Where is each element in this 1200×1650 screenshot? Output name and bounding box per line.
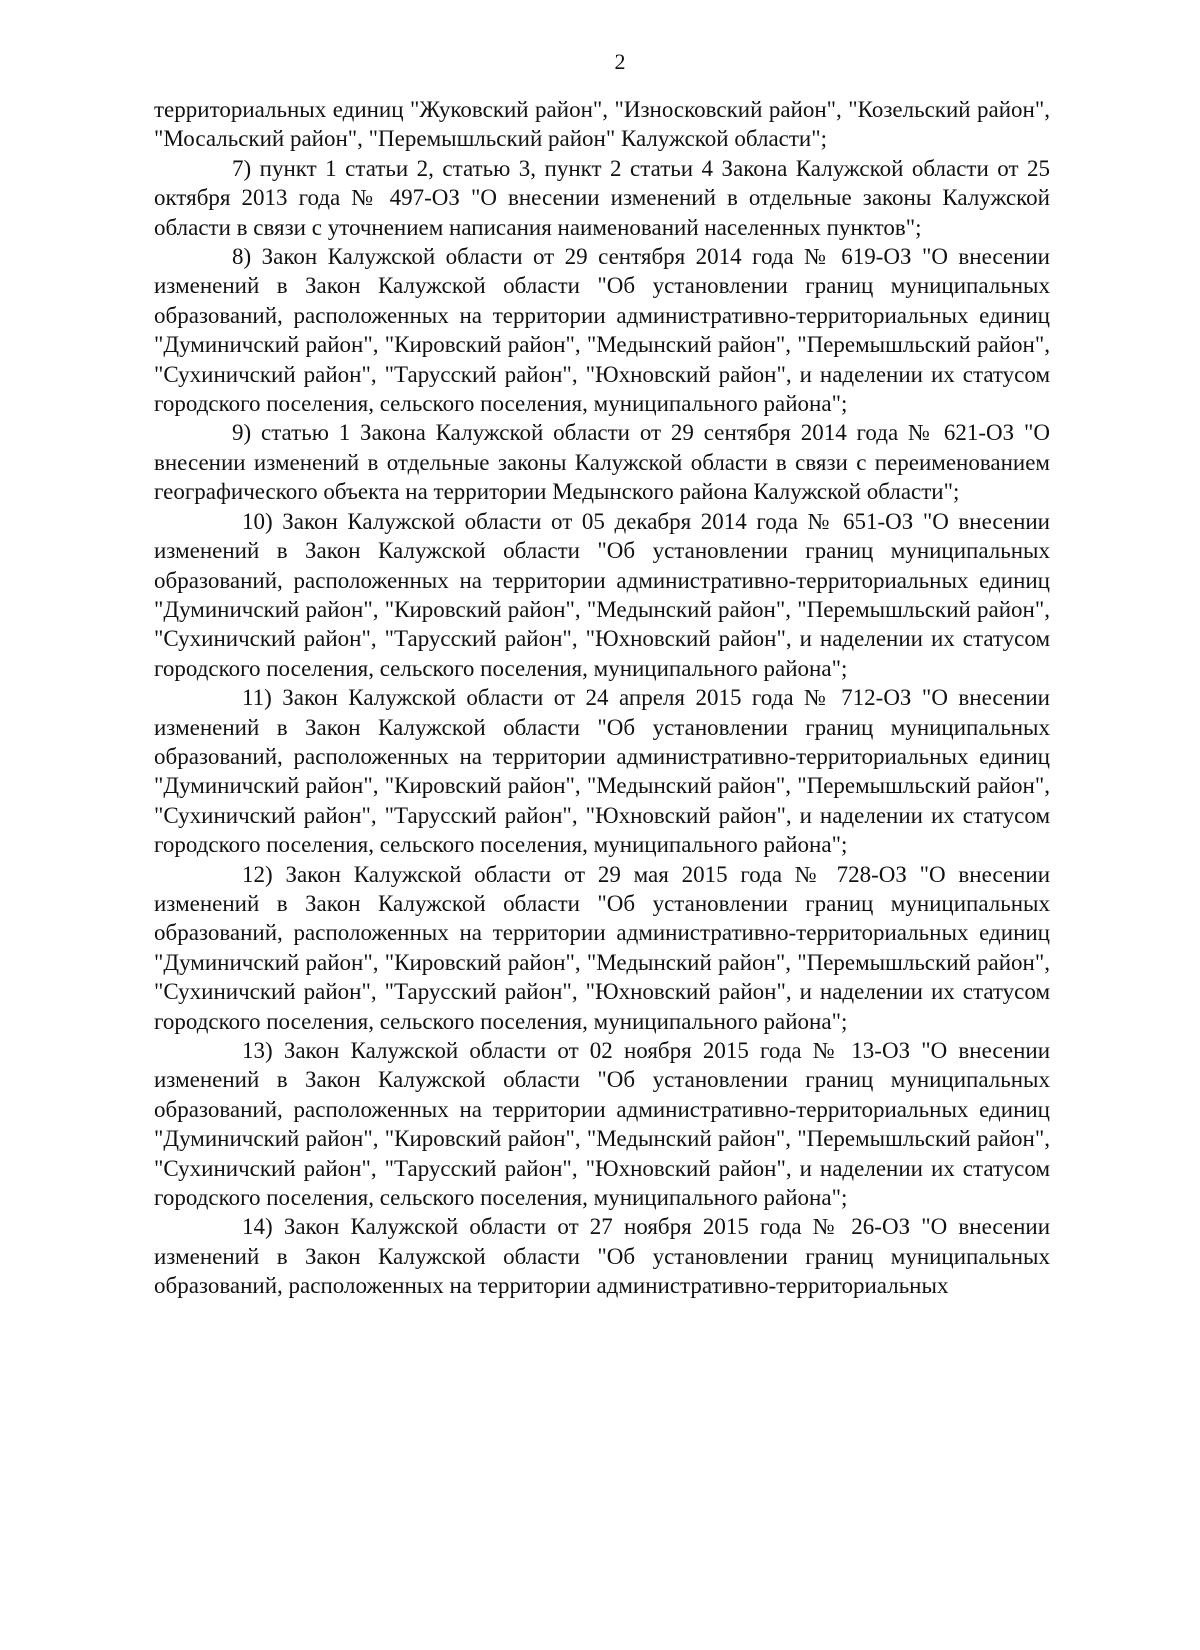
paragraph-continuation: территориальных единиц "Жуковский район", "Износковский район", "Козельский район", "Мосальский район", "Перемышльский район" Калужской области";	[154, 97, 1050, 152]
paragraph-item-10: 10) Закон Калужской области от 05 декабря 2014 года № 651-ОЗ "О внесении изменений в Закон Калужской области "Об установлении границ муниципальных образований, расположенных на территории административно-территориальных единиц "Думиничский район", "Кировский район", "Медынский район", "Перемышльский район", "Сухиничский район", "Тарусский район", "Юхновский район", и наделении их статусом городского поселения, сельского поселения, муниципального района";	[154, 508, 1050, 681]
document-body	[154, 95, 1050, 1301]
paragraph-item-13: 13) Закон Калужской области от 02 ноября 2015 года № 13-ОЗ "О внесении изменений в Закон Калужской области "Об установлении границ муниципальных образований, расположенных на территории административно-территориальных единиц "Думиничский район", "Кировский район", "Медынский район", "Перемышльский район", "Сухиничский район", "Тарусский район", "Юхновский район", и наделении их статусом городского поселения, сельского поселения, муниципального района";	[154, 1038, 1050, 1211]
paragraph-item-14: 14) Закон Калужской области от 27 ноября 2015 года № 26-ОЗ "О внесении изменений в Закон Калужской области "Об установлении границ муниципальных образований, расположенных на территории административно-территориальных	[154, 1214, 1050, 1299]
paragraph-item-9: 9) статью 1 Закона Калужской области от 29 сентября 2014 года № 621-ОЗ "О внесении изменений в отдельные законы Калужской области в связи с переименованием географического объекта на территории Медынского района Калужской области";	[154, 420, 1050, 505]
paragraph-item-8: 8) Закон Калужской области от 29 сентября 2014 года № 619-ОЗ "О внесении изменений в Закон Калужской области "Об установлении границ муниципальных образований, расположенных на территории административно-территориальных единиц "Думиничский район", "Кировский район", "Медынский район", "Перемышльский район", "Сухиничский район", "Тарусский район", "Юхновский район", и наделении их статусом городского поселения, сельского поселения, муниципального района";	[154, 244, 1050, 417]
paragraph-item-11: 11) Закон Калужской области от 24 апреля 2015 года № 712-ОЗ "О внесении изменений в Закон Калужской области "Об установлении границ муниципальных образований, расположенных на территории административно-территориальных единиц "Думиничский район", "Кировский район", "Медынский район", "Перемышльский район", "Сухиничский район", "Тарусский район", "Юхновский район", и наделении их статусом городского поселения, сельского поселения, муниципального района";	[154, 685, 1050, 858]
paragraph-item-7: 7) пункт 1 статьи 2, статью 3, пункт 2 статьи 4 Закона Калужской области от 25 октября 2013 года № 497-ОЗ "О внесении изменений в отдельные законы Калужской области в связи с уточнением написания наименований населенных пунктов";	[154, 155, 1050, 240]
page-number: 2	[614, 49, 626, 74]
paragraph-item-12: 12) Закон Калужской области от 29 мая 2015 года № 728-ОЗ "О внесении изменений в Закон Калужской области "Об установлении границ муниципальных образований, расположенных на территории административно-территориальных единиц "Думиничский район", "Кировский район", "Медынский район", "Перемышльский район", "Сухиничский район", "Тарусский район", "Юхновский район", и наделении их статусом городского поселения, сельского поселения, муниципального района";	[154, 861, 1050, 1034]
